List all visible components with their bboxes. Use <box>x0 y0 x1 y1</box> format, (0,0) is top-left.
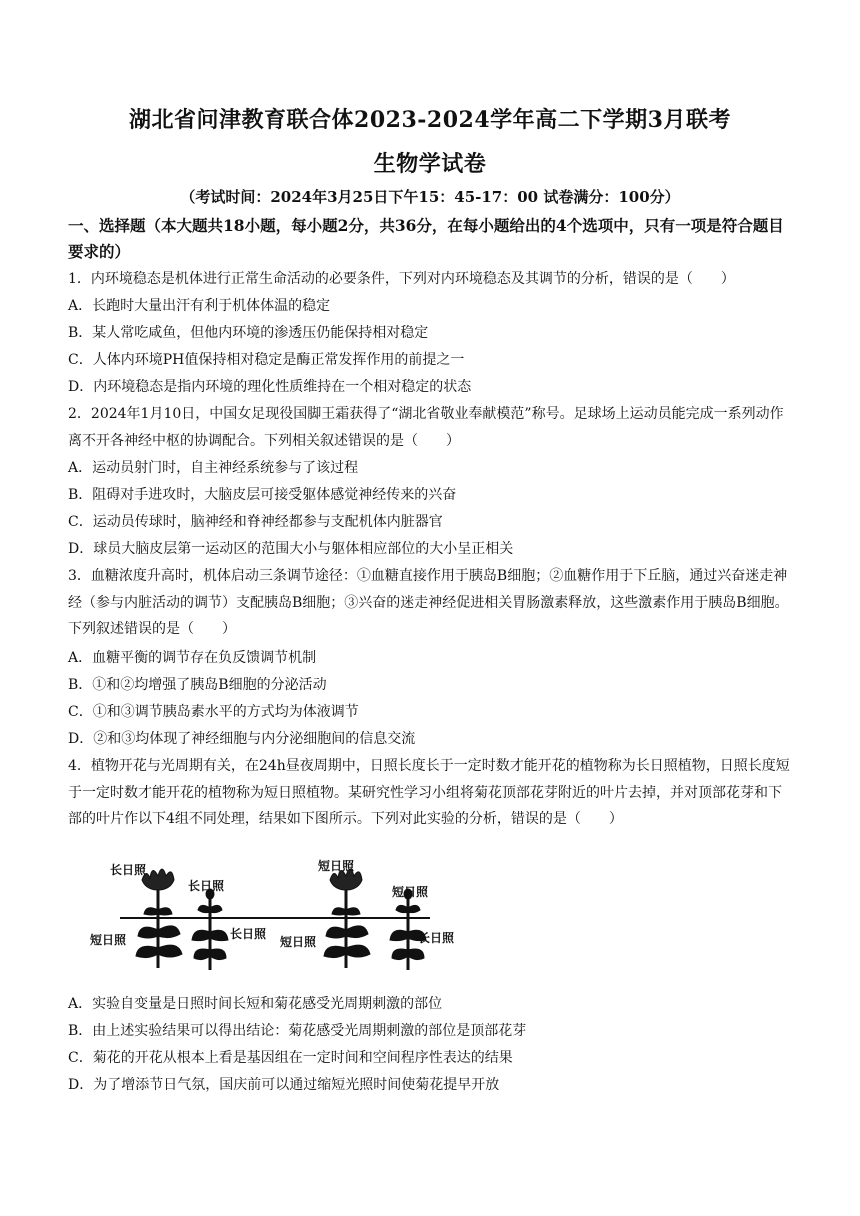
question-2-option-a: A．运动员射门时，自主神经系统参与了该过程 <box>68 460 359 476</box>
plant-2-bottom-label: 长日照 <box>230 927 267 941</box>
question-1-stem: 1．内环境稳态是机体进行正常生命活动的必要条件，下列对内环境稳态及其调节的分析，错误的是（ ） <box>68 271 735 287</box>
plant-3-top-label: 短日照 <box>318 859 355 873</box>
question-4-stem: 4．植物开花与光周期有关，在24h昼夜周期中，日照长度长于一定时数才能开花的植物称为长日照植物，日照长度短于一定时数才能开花的植物称为短日照植物。某研究性学习小组将菊花顶部花芽附近的叶片去掉，并对顶部花芽和下部的叶片作以下4组不同处理，结果如下图所示。下列对此实验的分析，错误的是（ ） <box>68 758 790 827</box>
question-1-option-b: B．某人常吃咸鱼，但他内环境的渗透压仍能保持相对稳定 <box>68 325 429 341</box>
exam-title: 湖北省问津教育联合体2023-2024学年高二下学期3月联考 <box>129 107 731 133</box>
question-2-option-b: B．阻碍对手进攻时，大脑皮层可接受躯体感觉神经传来的兴奋 <box>68 487 457 503</box>
question-2-stem: 2．2024年1月10日，中国女足现役国脚王霜获得了“湖北省敬业奉献模范”称号。足球场上运动员能完成一系列动作离不开各神经中枢的协调配合。下列相关叙述错误的是（ ） <box>68 406 784 449</box>
question-1-option-c: C．人体内环境PH值保持相对稳定是酶正常发挥作用的前提之一 <box>68 352 465 368</box>
plant-4-top-label: 短日照 <box>392 885 429 899</box>
plant-4-bottom-label: 长日照 <box>418 931 455 945</box>
section-heading: 一、选择题（本大题共18小题，每小题2分，共36分，在每小题给出的4个选项中，只有一项是符合题目要求的） <box>68 216 784 261</box>
plant-1-bottom-label: 短日照 <box>90 933 127 947</box>
question-3-option-d: D．②和③均体现了神经细胞与内分泌细胞间的信息交流 <box>68 731 416 747</box>
question-4-option-a: A．实验自变量是日照时间长短和菊花感受光周期刺激的部位 <box>68 996 443 1012</box>
exam-info: （考试时间：2024年3月25日下午15：45-17：00 试卷满分：100分） <box>180 188 680 206</box>
question-4-option-b: B．由上述实验结果可以得出结论：菊花感受光周期刺激的部位是顶部花芽 <box>68 1023 527 1039</box>
plant-1-top-label: 长日照 <box>110 863 147 877</box>
question-3-option-b: B．①和②均增强了胰岛B细胞的分泌活动 <box>68 677 327 693</box>
question-2-option-d: D．球员大脑皮层第一运动区的范围大小与躯体相应部位的大小呈正相关 <box>68 541 514 557</box>
question-4-option-d: D．为了增添节日气氛，国庆前可以通过缩短光照时间使菊花提早开放 <box>68 1077 500 1093</box>
plant-2 <box>192 889 228 970</box>
question-4-option-c: C．菊花的开花从根本上看是基因组在一定时间和空间程序性表达的结果 <box>68 1050 513 1066</box>
photoperiod-diagram <box>90 848 470 978</box>
question-3-option-a: A．血糖平衡的调节存在负反馈调节机制 <box>68 650 317 666</box>
question-1-option-a: A．长跑时大量出汗有利于机体体温的稳定 <box>68 298 331 314</box>
photoperiod-figure <box>90 848 470 978</box>
question-3-option-c: C．①和③调节胰岛素水平的方式均为体液调节 <box>68 704 359 720</box>
question-2-option-c: C．运动员传球时，脑神经和脊神经都参与支配机体内脏器官 <box>68 514 443 530</box>
plant-4 <box>390 889 426 970</box>
exam-subtitle: 生物学试卷 <box>373 151 487 177</box>
plant-2-top-label: 长日照 <box>188 879 225 893</box>
plant-3-bottom-label: 短日照 <box>280 935 317 949</box>
question-1-option-d: D．内环境稳态是指内环境的理化性质维持在一个相对稳定的状态 <box>68 379 472 395</box>
question-3-stem: 3．血糖浓度升高时，机体启动三条调节途径：①血糖直接作用于胰岛B细胞；②血糖作用于下丘脑，通过兴奋迷走神经（参与内脏活动的调节）支配胰岛B细胞；③兴奋的迷走神经促进相关胃肠激素释放，这些激素作用于胰岛B细胞。下列叙述错误的是（ ） <box>68 568 789 637</box>
